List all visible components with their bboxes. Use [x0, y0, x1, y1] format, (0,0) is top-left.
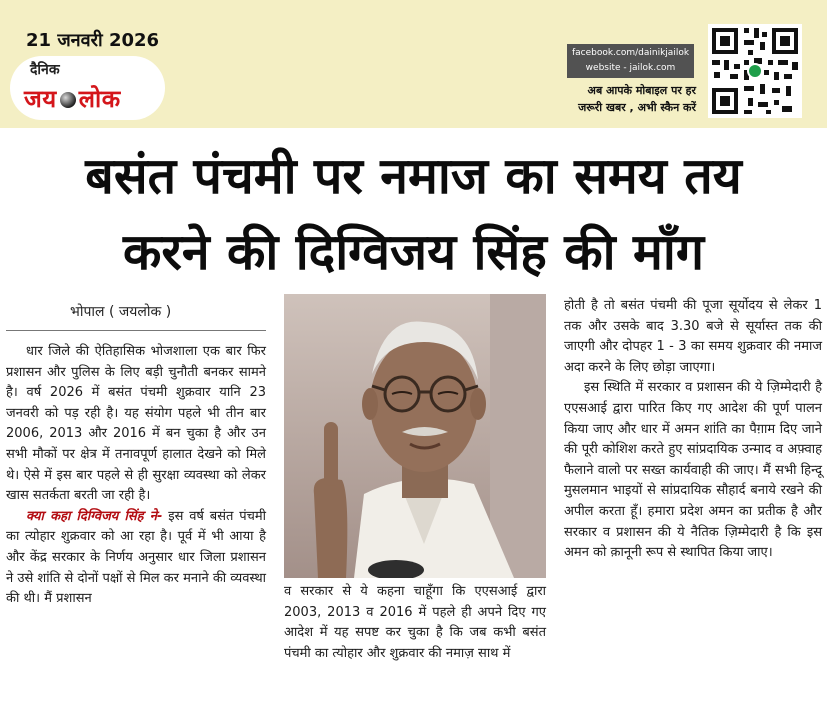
headline-line1: बसंत पंचमी पर नमाज का समय तय — [85, 147, 742, 205]
scan-prompt — [553, 82, 696, 116]
scan-prompt-line2: जरूरी खबर , अभी स्कैन करें — [578, 101, 696, 114]
issue-date: 21 जनवरी 2026 — [26, 30, 160, 51]
masthead — [0, 0, 827, 128]
paragraph: इस स्थिति में सरकार व प्रशासन की ये ज़िम्मेदारी है एएसआई द्वारा पारित किए गए आदेश की पूर्ण पालन किया जाए और धार में अमन शांति का पैग़ाम दिए जाने की पूरी कोशिश करते हुए सांप्रदायिक उन्माद व अफ़्वाह फैलाने वालो पर सख्त कार्यवाही की जाए। मैं सभी हिन्दू मुसलमान भाइयों से सांप्रदायिक सौहार्द बनाये रखने की अपील करता हूँ। हमारा प्रदेश अमन का प्रतीक है और सरकार व प्रशासन की ये नैतिक ज़िम्मेदारी है कि इस अमन को क़ानूनी रूप से स्थापित किया जाए। — [564, 380, 822, 561]
headline-line2: करने की दिग्विजय सिंह की माँग — [122, 223, 705, 281]
paragraph-quote — [6, 507, 266, 610]
subheading: क्या कहा दिग्विजय सिंह ने- — [26, 508, 163, 524]
paragraph-text: इस वर्ष बसंत पंचमी का त्योहार शुक्रवार को आ रहा है। पूर्व में भी आया है और केंद्र सरकार के निर्णय अनुसार धार जिला प्रशासन ने उसे शांति से दोनों पक्षों से मिल कर मनाने की व्यवस्था की थी। मैं प्रशासन — [6, 508, 266, 607]
social-links-box — [567, 44, 694, 78]
paragraph: धार जिले की ऐतिहासिक भोजशाला एक बार फिर प्रशासन और पुलिस के लिए बड़ी चुनौती बनकर सामने है। वर्ष 2026 में बसंत पंचमी शुक्रवार यानि 23 जनवरी को पड़ रही है। यह संयोग पहले भी तीन बार 2006, 2013 और 2016 में बन चुका है और उन सभी मौकों पर क्षेत्र में तनावपूर्ण हालात देखने को मिले थे। ऐसे में इस बार पहले से ही सुरक्षा व्यवस्था को लेकर खास सतर्कता बरती जा रही है। — [6, 344, 266, 504]
qr-code-icon[interactable] — [708, 24, 802, 118]
paragraph: व सरकार से ये कहना चाहूँगा कि एएसआई द्वारा 2003, 2013 व 2016 में पहले ही अपने दिए गए आदेश में यह सपष्ट कर चुका है कि जब कभी बसंत पंचमी का त्योहार और शुक्रवार की नमाज़ साथ में — [284, 584, 546, 661]
headline — [0, 138, 827, 290]
website-link[interactable]: website - jailok.com — [585, 63, 676, 73]
facebook-link[interactable]: facebook.com/dainikjailok — [571, 48, 690, 58]
logo-lok: लोक — [78, 85, 121, 113]
paragraph: होती है तो बसंत पंचमी की पूजा सूर्योदय से लेकर 1 तक और उसके बाद 3.30 बजे से सूर्यास्त तक की जाएगी और दोपहर 1 - 3 का समय शुक्रवार की नमाज अदा करने के लिए छोड़ा जाएगा। — [564, 298, 822, 375]
article-column-1 — [6, 342, 266, 610]
newspaper-logo[interactable] — [10, 56, 165, 120]
article-column-3 — [564, 296, 822, 564]
article-column-2 — [284, 582, 546, 664]
globe-icon — [60, 92, 76, 108]
logo-jailok — [24, 82, 121, 115]
divider — [6, 330, 266, 331]
logo-jai: जय — [24, 85, 57, 113]
logo-dainik-text: दैनिक — [30, 62, 60, 78]
dateline: भोपाल ( जयलोक ) — [70, 304, 172, 320]
portrait-photo — [284, 294, 546, 578]
scan-prompt-line1: अब आपके मोबाइल पर हर — [587, 84, 696, 97]
